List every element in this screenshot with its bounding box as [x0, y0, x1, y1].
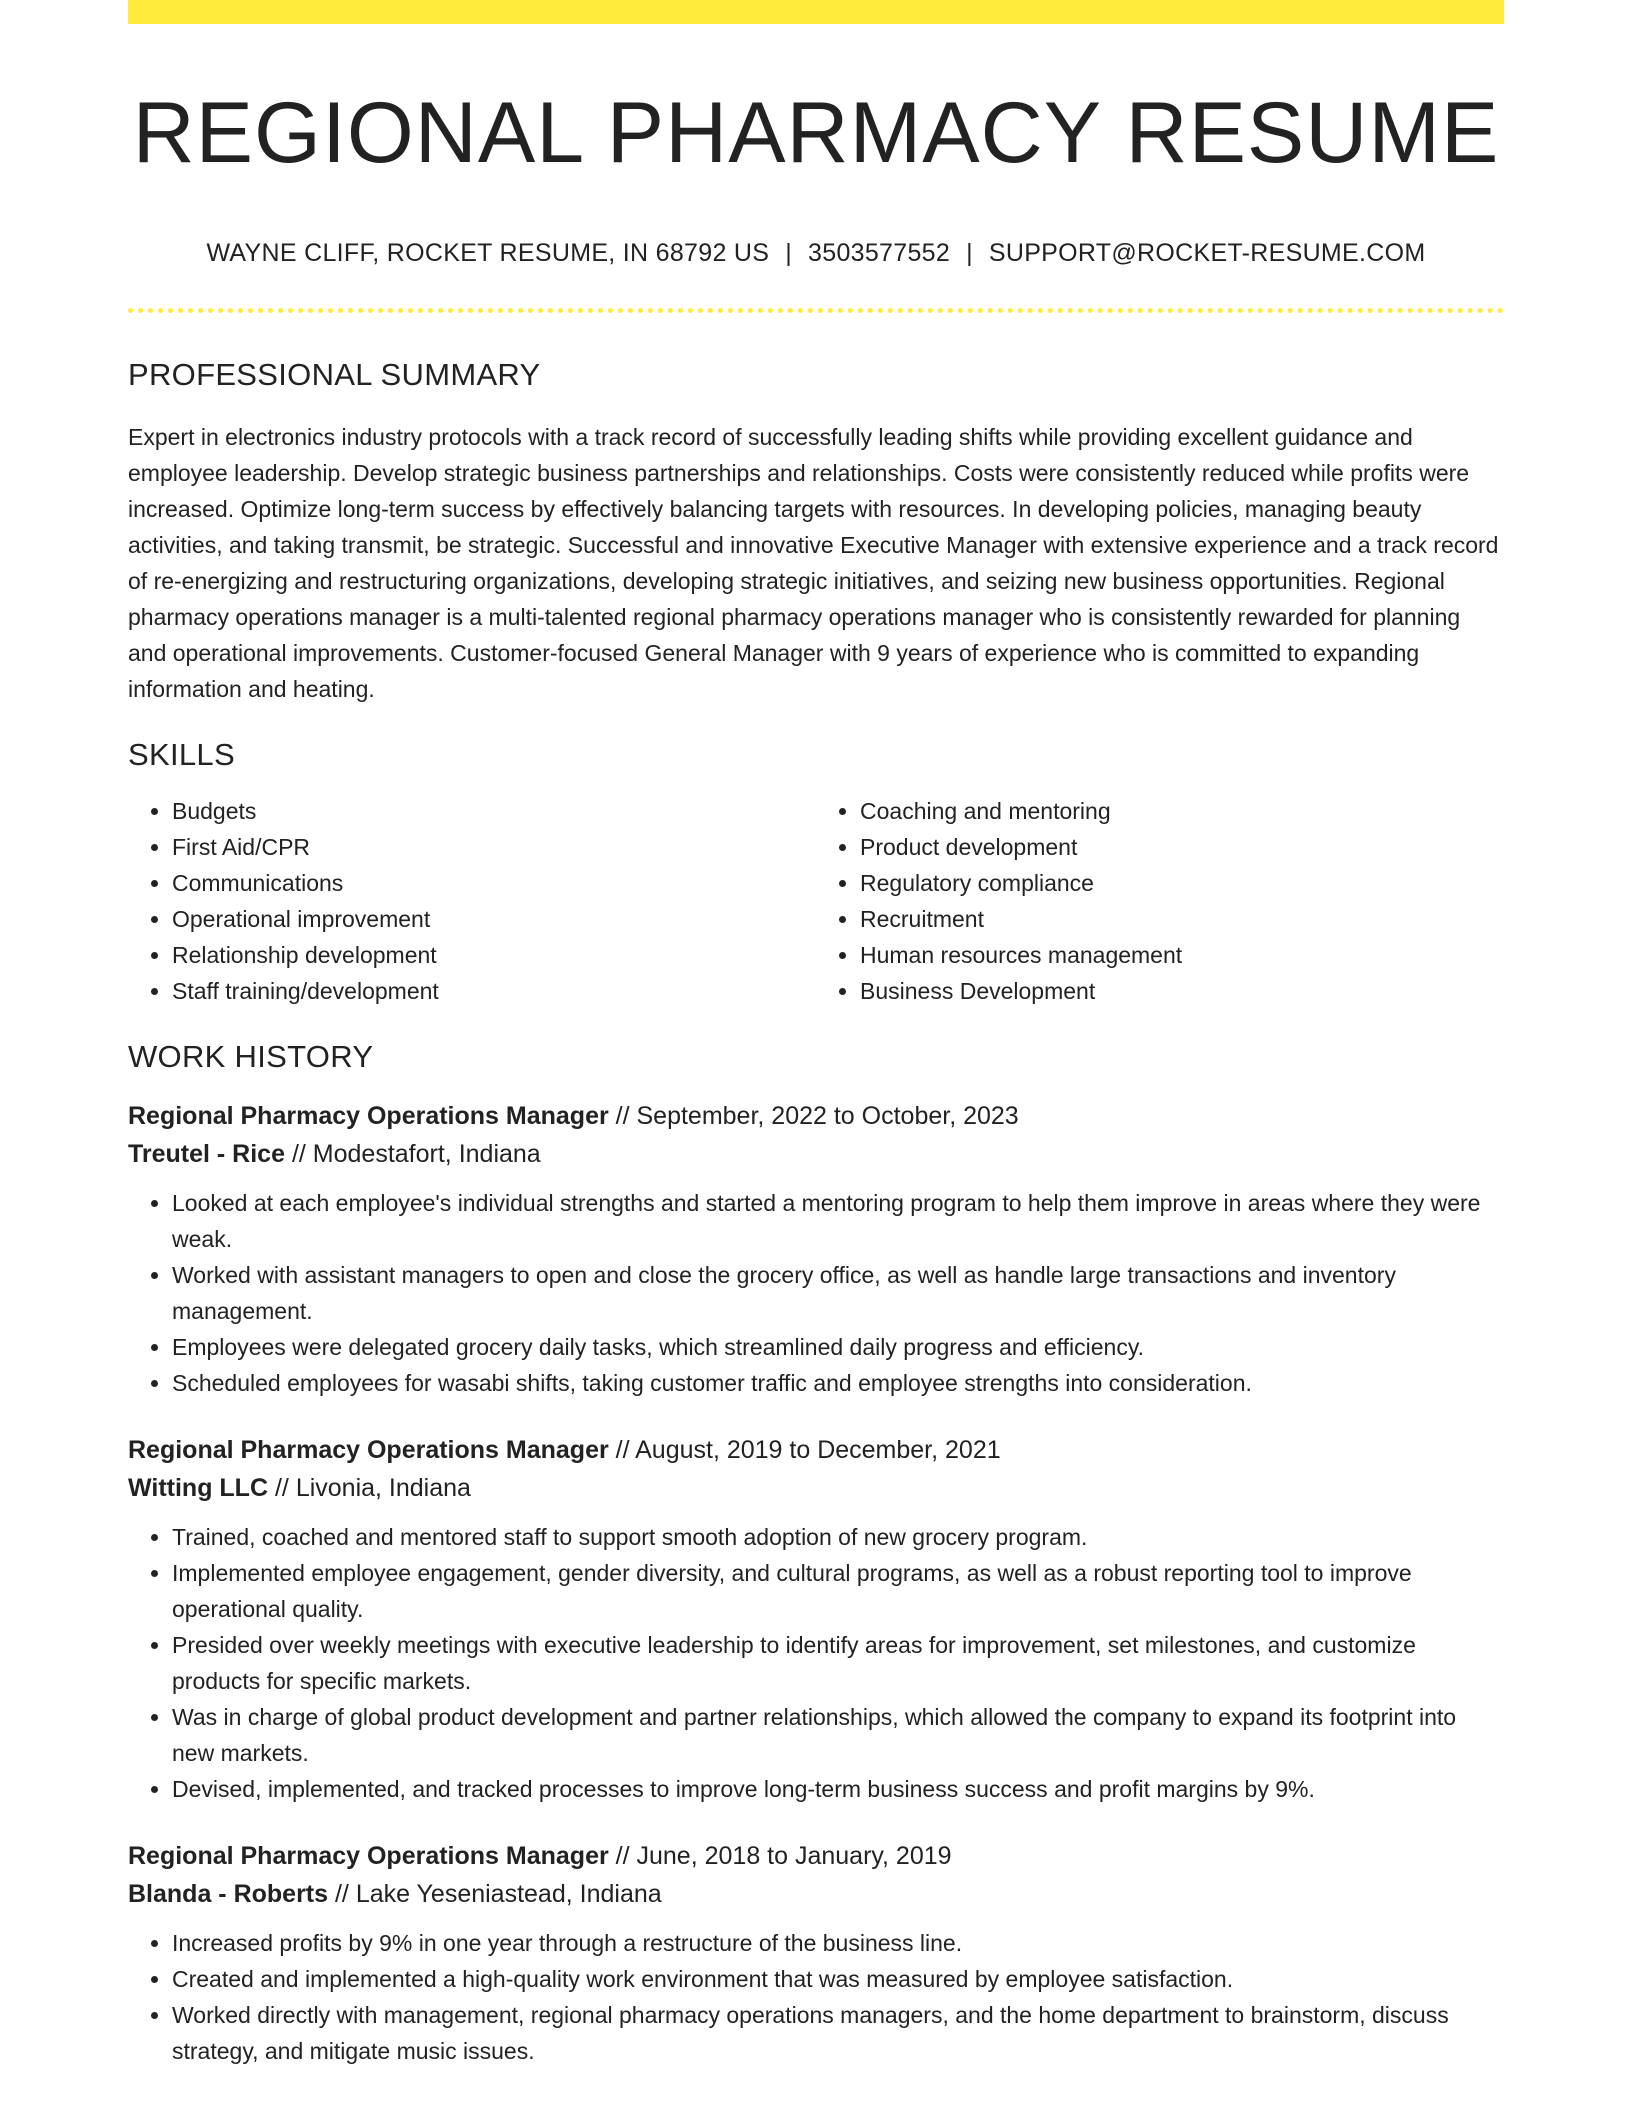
contact-separator: |: [966, 238, 973, 267]
job-company-line: [128, 1875, 1504, 1913]
job-bullet: • Devised, implemented, and tracked processes to improve long-term business success and profit margins by 9%.: [172, 1771, 1504, 1807]
skill-item: • Staff training/development: [172, 973, 816, 1009]
page-title: REGIONAL PHARMACY RESUME: [132, 85, 1500, 181]
skill-item: • Coaching and mentoring: [860, 793, 1504, 829]
job-sep: //: [608, 1841, 637, 1870]
summary-text: Expert in electronics industry protocols with a track record of successfully leading shifts while providing excellent guidance and employee leadership. Develop strategic business partnerships and relationships. Costs were consistently reduced while profits were increased. Optimize long-term success by effectively balancing targets with resources. In developing policies, managing beauty activities, and taking transmit, be strategic. Successful and innovative Executive Manager with extensive experience and a track record of re-energizing and restructuring organizations, developing strategic initiatives, and seizing new business opportunities. Regional pharmacy operations manager is a multi-talented regional pharmacy operations manager who is consistently rewarded for planning and operational improvements. Customer-focused General Manager with 9 years of experience who is committed to expanding information and heating.: [128, 423, 1499, 702]
job-bullet: • Created and implemented a high-quality work environment that was measured by employee satisfaction.: [172, 1961, 1504, 1997]
job-location: Livonia, Indiana: [295, 1473, 471, 1502]
summary-heading: PROFESSIONAL SUMMARY: [128, 356, 541, 392]
job-company-line: [128, 1469, 1504, 1507]
job-title-line: [128, 1837, 1504, 1875]
job-bullet: • Was in charge of global product development and partner relationships, which allowed the company to expand its footprint into new markets.: [172, 1699, 1504, 1771]
job-location: Lake Yeseniastead, Indiana: [355, 1879, 662, 1908]
job-dates: September, 2022 to October, 2023: [636, 1101, 1019, 1130]
job-bullet: • Implemented employee engagement, gender diversity, and cultural programs, as well as a robust reporting tool to improve operational quality.: [172, 1555, 1504, 1627]
job-bullet: • Worked directly with management, regional pharmacy operations managers, and the home department to brainstorm, discuss strategy, and mitigate music issues.: [172, 1997, 1504, 2069]
skill-item: • Communications: [172, 865, 816, 901]
job-location: Modestafort, Indiana: [312, 1139, 541, 1168]
job-bullet: • Scheduled employees for wasabi shifts, taking customer traffic and employee strengths into consideration.: [172, 1365, 1504, 1401]
skill-item: • Business Development: [860, 973, 1504, 1009]
skills-list: [128, 793, 1504, 1009]
job-entry: [128, 1837, 1504, 2069]
contact-separator: |: [785, 238, 793, 267]
job-bullets: [128, 1185, 1504, 1401]
skill-item: • Budgets: [172, 793, 816, 829]
skill-item: • First Aid/CPR: [172, 829, 816, 865]
job-company: Witting LLC: [128, 1473, 269, 1502]
job-title: Regional Pharmacy Operations Manager: [128, 1435, 609, 1464]
skill-item: • Relationship development: [172, 937, 816, 973]
job-dates: August, 2019 to December, 2021: [635, 1435, 1001, 1464]
contact-line: [128, 239, 1504, 268]
contact-address: WAYNE CLIFF, ROCKET RESUME, IN 68792 US: [206, 238, 770, 267]
job-bullet: • Employees were delegated grocery daily tasks, which streamlined daily progress and efficiency.: [172, 1329, 1504, 1365]
job-bullet: • Looked at each employee's individual strengths and started a mentoring program to help them improve in areas where they were weak.: [172, 1185, 1504, 1257]
job-entry: [128, 1431, 1504, 1807]
job-title: Regional Pharmacy Operations Manager: [128, 1841, 609, 1870]
job-bullets: [128, 1925, 1504, 2069]
job-dates: June, 2018 to January, 2019: [636, 1841, 952, 1870]
accent-bar: [128, 0, 1504, 24]
job-title-line: [128, 1431, 1504, 1469]
job-sep: //: [608, 1101, 637, 1130]
job-title: Regional Pharmacy Operations Manager: [128, 1101, 609, 1130]
dotted-divider: [128, 308, 1504, 313]
job-sep: //: [608, 1435, 636, 1464]
job-title-line: [128, 1097, 1504, 1135]
skills-column-left: [128, 793, 816, 1009]
job-company-line: [128, 1135, 1504, 1173]
job-bullet: • Worked with assistant managers to open and close the grocery office, as well as handle large transactions and inventory management.: [172, 1257, 1504, 1329]
contact-email: SUPPORT@ROCKET-RESUME.COM: [988, 238, 1426, 267]
job-bullet: • Presided over weekly meetings with executive leadership to identify areas for improvement, set milestones, and customize products for specific markets.: [172, 1627, 1504, 1699]
work-history-heading: WORK HISTORY: [128, 1038, 374, 1074]
job-entry: [128, 1097, 1504, 1401]
job-sep: //: [328, 1879, 356, 1908]
job-company: Blanda - Roberts: [128, 1879, 329, 1908]
skill-item: • Product development: [860, 829, 1504, 865]
contact-phone: 3503577552: [808, 238, 951, 267]
skill-item: • Recruitment: [860, 901, 1504, 937]
job-bullet: • Increased profits by 9% in one year through a restructure of the business line.: [172, 1925, 1504, 1961]
job-company: Treutel - Rice: [128, 1139, 285, 1168]
job-bullet: • Trained, coached and mentored staff to support smooth adoption of new grocery program.: [172, 1519, 1504, 1555]
job-sep: //: [268, 1473, 296, 1502]
skill-item: • Human resources management: [860, 937, 1504, 973]
skill-item: • Operational improvement: [172, 901, 816, 937]
skill-item: • Regulatory compliance: [860, 865, 1504, 901]
skills-heading: SKILLS: [128, 736, 235, 772]
resume-page: [128, 0, 1504, 2112]
job-bullets: [128, 1519, 1504, 1807]
job-sep: //: [285, 1139, 313, 1168]
skills-column-right: [816, 793, 1504, 1009]
